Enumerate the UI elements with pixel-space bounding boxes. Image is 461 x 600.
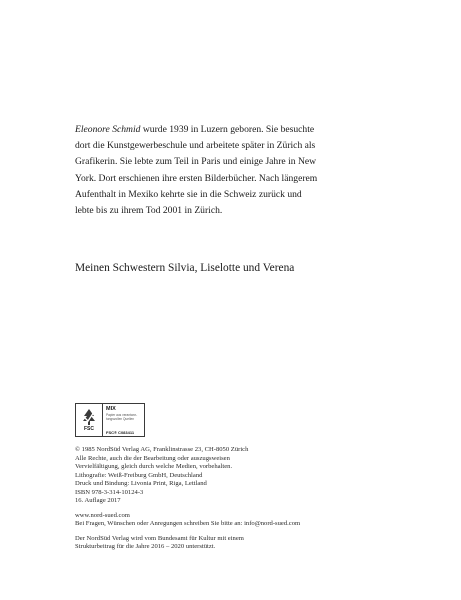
imprint-contact: Bei Fragen, Wünschen oder Anregungen schreiben Sie bitte an: info@nord-sued.com [75,520,301,527]
fsc-license-code: FSC® C083411 [106,430,135,435]
bio-line: York. Dort erschienen ihre ersten Bilderbücher. Nach längerem [75,172,318,184]
imprint-funding: Der NordSüd Verlag wird vom Bundesamt für Kultur mit einem [75,534,244,542]
fsc-description: tungsvollen Quellen [106,417,134,421]
fsc-label-text [103,404,144,436]
bio-line: Aufenthalt in Mexiko kehrte sie in die Schweiz zurück und [75,188,302,200]
imprint-isbn: ISBN 978-3-314-10124-3 [75,488,144,496]
imprint-printing: Druck und Bindung: Livonia Print, Riga, Lettland [75,480,207,487]
fsc-certification-logo [75,403,145,437]
fsc-tree-checkmark-icon [76,404,103,436]
imprint-website: www.nord-sued.com [75,511,130,519]
imprint-lithography: Lithografie: Weiß-Freiburg GmbH, Deutschland [75,471,203,479]
fsc-description: Papier aus verantwor- [106,413,138,417]
bio-line: lebte bis zu ihrem Tod 2001 in Zürich. [75,205,223,217]
bio-line: Grafikerin. Sie lebte zum Teil in Paris und einige Jahre in New [75,156,317,168]
imprint-rights: Vervielfältigung, gleich durch welche Medien, vorbehalten. [75,463,233,470]
imprint-rights: Alle Rechte, auch die der Bearbeitung oder auszugsweisen [75,454,230,462]
dedication: Meinen Schwestern Silvia, Liselotte und Verena [75,262,295,274]
bio-line: dort die Kunstgewerbeschule und arbeitete später in Zürich als [75,140,316,152]
author-name: Eleonore Schmid [75,124,141,135]
bio-line [75,122,375,138]
imprint-edition: 16. Auflage 2017 [75,497,121,504]
imprint-funding: Strukturbeitrag für die Jahre 2016 – 2020 unterstützt. [75,543,216,550]
fsc-abbreviation: FSC [84,426,94,432]
fsc-mix-label: MIX [106,406,116,412]
fsc-tree-icon [80,408,98,426]
author-biography [75,122,375,219]
bio-line-text: wurde 1939 in Luzern geboren. Sie besuchte [140,124,315,135]
imprint [75,446,375,552]
imprint-copyright: © 1985 NordSüd Verlag AG, Franklinstrasse 23, CH-8050 Zürich [75,446,249,453]
